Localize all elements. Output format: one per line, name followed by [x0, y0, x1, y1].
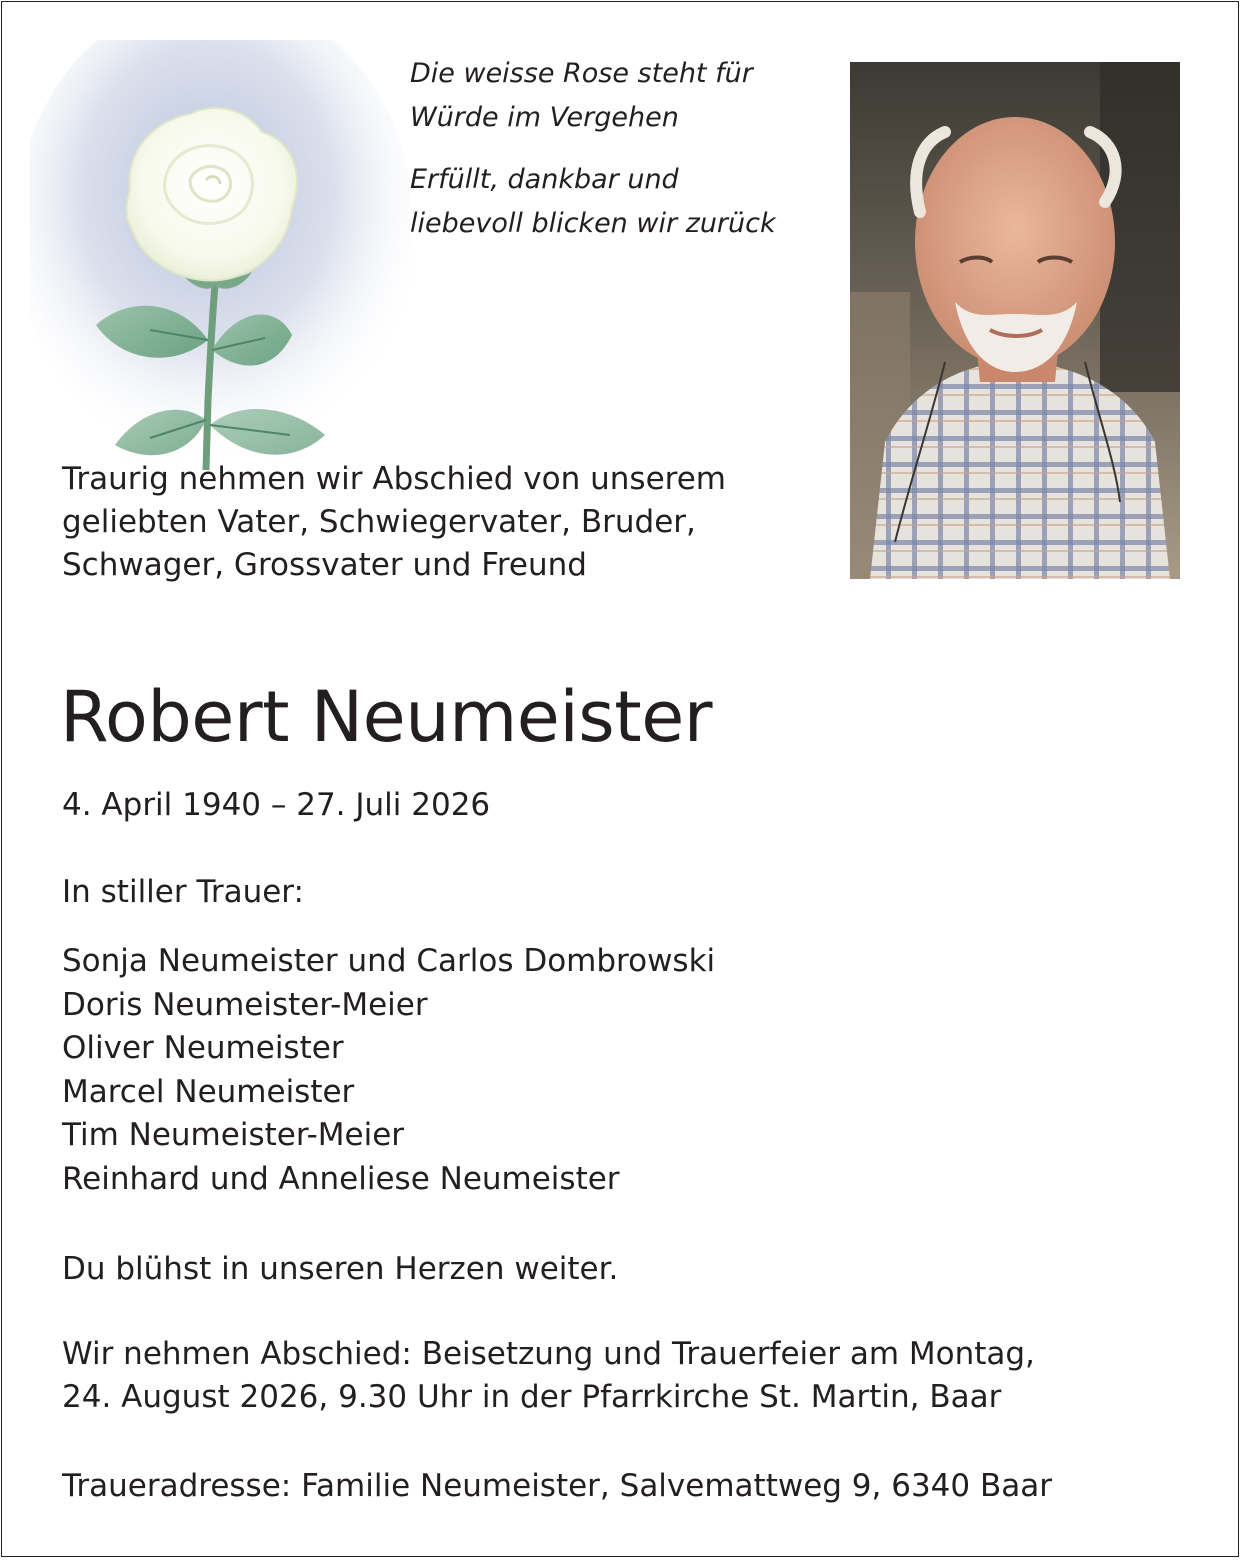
mourner-item: Sonja Neumeister und Carlos Dombrowski	[62, 943, 716, 979]
service-info	[62, 1333, 1035, 1419]
mourning-heading: In stiller Trauer:	[62, 874, 304, 910]
deceased-name: Robert Neumeister	[60, 676, 713, 758]
closing-line: Du blühst in unseren Herzen weiter.	[62, 1251, 619, 1287]
portrait-photo	[850, 62, 1180, 579]
service-line: Wir nehmen Abschied: Beisetzung und Trauerfeier am Montag,	[62, 1336, 1035, 1372]
quote-rose	[410, 52, 753, 140]
service-line: 24. August 2026, 9.30 Uhr in der Pfarrkirche St. Martin, Baar	[62, 1379, 1002, 1415]
quote-line: liebevoll blicken wir zurück	[410, 208, 776, 239]
quote-gratitude	[410, 158, 776, 246]
mourner-item: Marcel Neumeister	[62, 1073, 355, 1110]
mourner-item: Oliver Neumeister	[62, 1030, 344, 1067]
intro-line: Traurig nehmen wir Abschied von unserem	[62, 461, 726, 497]
intro-text	[62, 458, 726, 587]
mourners-list	[62, 940, 715, 1202]
intro-line: Schwager, Grossvater und Freund	[62, 547, 587, 583]
mourning-address: Traueradresse: Familie Neumeister, Salvemattweg 9, 6340 Baar	[62, 1468, 1052, 1504]
mourner-item: Doris Neumeister-Meier	[62, 986, 428, 1023]
intro-line: geliebten Vater, Schwiegervater, Bruder,	[62, 504, 696, 540]
life-dates: 4. April 1940 – 27. Juli 2026	[62, 787, 491, 823]
quote-line: Würde im Vergehen	[410, 102, 679, 133]
quote-line: Die weisse Rose steht für	[410, 58, 753, 89]
white-rose-image	[30, 40, 410, 470]
mourner-item: Tim Neumeister-Meier	[62, 1117, 405, 1154]
quote-line: Erfüllt, dankbar und	[410, 164, 679, 195]
mourner-item: Reinhard und Anneliese Neumeister	[62, 1160, 620, 1197]
